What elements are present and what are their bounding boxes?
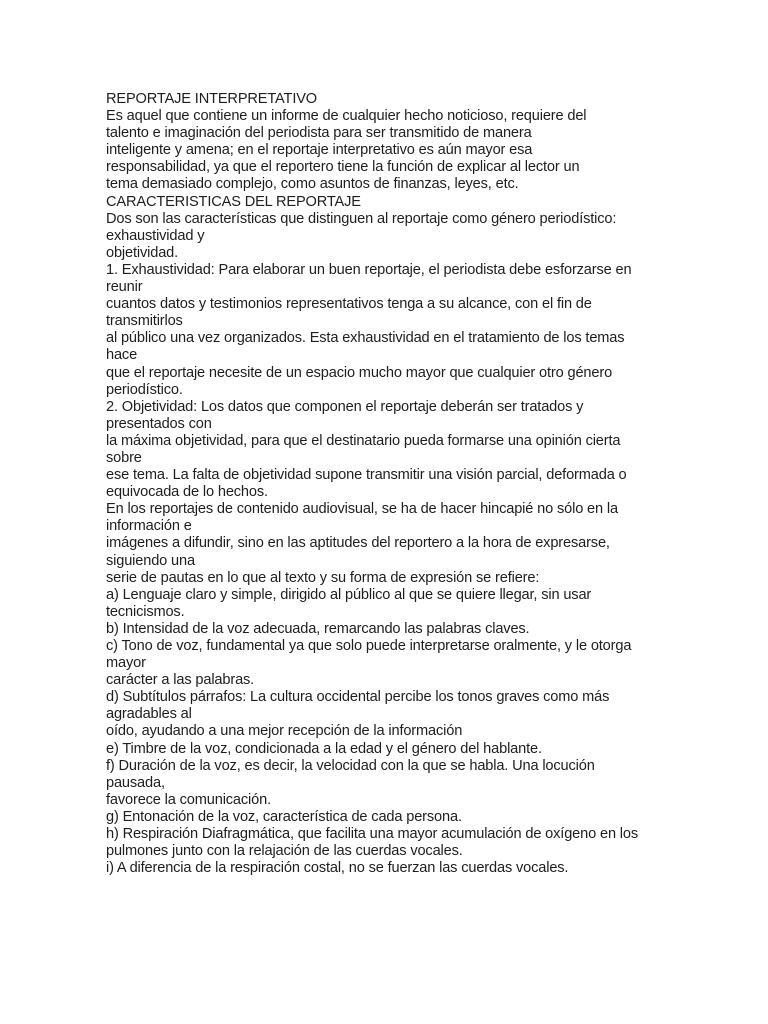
text-line: objetividad. (106, 244, 179, 261)
text-line: tecnicismos. (106, 603, 185, 620)
text-line: f) Duración de la voz, es decir, la velocidad con la que se habla. Una locución (106, 757, 595, 774)
text-line: En los reportajes de contenido audiovisual, se ha de hacer hincapié no sólo en la (106, 501, 618, 518)
text-line: oído, ayudando a una mejor recepción de la información (106, 723, 463, 740)
text-line: serie de pautas en lo que al texto y su forma de expresión se refiere: (106, 569, 540, 586)
text-line: e) Timbre de la voz, condicionada a la edad y el género del hablante. (106, 740, 542, 757)
text-line: c) Tono de voz, fundamental ya que solo puede interpretarse oralmente, y le otorga (106, 638, 632, 654)
text-line: transmitirlos (106, 313, 183, 330)
text-line: Es aquel que contiene un informe de cualquier hecho noticioso, requiere del (106, 108, 587, 125)
text-line: la máxima objetividad, para que el destinatario pueda formarse una opinión cierta (106, 432, 621, 449)
text-line: talento e imaginación del periodista para ser transmitido de manera (106, 125, 532, 142)
text-line: Dos son las características que distinguen al reportaje como género periodístico: (106, 210, 617, 227)
text-line: información e (106, 518, 192, 535)
text-line: cuantos datos y testimonios representativos tenga a su alcance, con el fin de (106, 296, 592, 313)
text-line: que el reportaje necesite de un espacio mucho mayor que cualquier otro género (106, 364, 613, 381)
text-line: i) A diferencia de la respiración costal, no se fuerzan las cuerdas vocales. (106, 860, 569, 877)
text-line: equivocada de lo hechos. (106, 484, 268, 501)
text-line: reunir (106, 279, 143, 296)
text-line: 1. Exhaustividad: Para elaborar un buen reportaje, el periodista debe esforzarse en (106, 261, 632, 278)
text-line: a) Lenguaje claro y simple, dirigido al público al que se quiere llegar, sin usar (106, 586, 592, 603)
text-line: g) Entonación de la voz, característica de cada persona. (106, 808, 462, 825)
text-line: exhaustividad y (106, 227, 205, 244)
text-line: h) Respiración Diafragmática, que facilita una mayor acumulación de oxígeno en los (106, 826, 639, 843)
text-line: imágenes a difundir, sino en las aptitudes del reportero a la hora de expresarse, (106, 535, 610, 552)
text-line: agradables al (106, 706, 192, 723)
text-line: hace (106, 347, 138, 364)
document-title: REPORTAJE INTERPRETATIVO (106, 91, 318, 107)
text-line: siguiendo una (106, 552, 195, 569)
text-line: periodístico. (106, 381, 183, 398)
section-heading: CARACTERISTICAS DEL REPORTAJE (106, 193, 361, 210)
text-line: 2. Objetividad: Los datos que componen el reportaje deberán ser tratados y (106, 398, 584, 415)
text-line: b) Intensidad de la voz adecuada, remarcando las palabras claves. (106, 620, 530, 637)
text-line: sobre (106, 449, 142, 466)
text-line: pulmones junto con la relajación de las cuerdas vocales. (106, 843, 463, 860)
text-line: d) Subtítulos párrafos: La cultura occidental percibe los tonos graves como más (106, 689, 610, 706)
text-line: inteligente y amena; en el reportaje interpretativo es aún mayor esa (106, 142, 533, 159)
text-line: tema demasiado complejo, como asuntos de finanzas, leyes, etc. (106, 176, 519, 193)
text-line: favorece la comunicación. (106, 791, 271, 808)
text-line: al público una vez organizados. Esta exhaustividad en el tratamiento de los temas (106, 330, 625, 347)
text-line: responsabilidad, ya que el reportero tiene la función de explicar al lector un (106, 159, 580, 176)
text-line: ese tema. La falta de objetividad supone transmitir una visión parcial, deformada o (106, 467, 627, 484)
text-line: presentados con (106, 415, 212, 432)
text-line: carácter a las palabras. (106, 672, 255, 689)
text-line: mayor (106, 655, 146, 672)
text-line: pausada, (106, 774, 165, 791)
document-body (106, 91, 638, 877)
